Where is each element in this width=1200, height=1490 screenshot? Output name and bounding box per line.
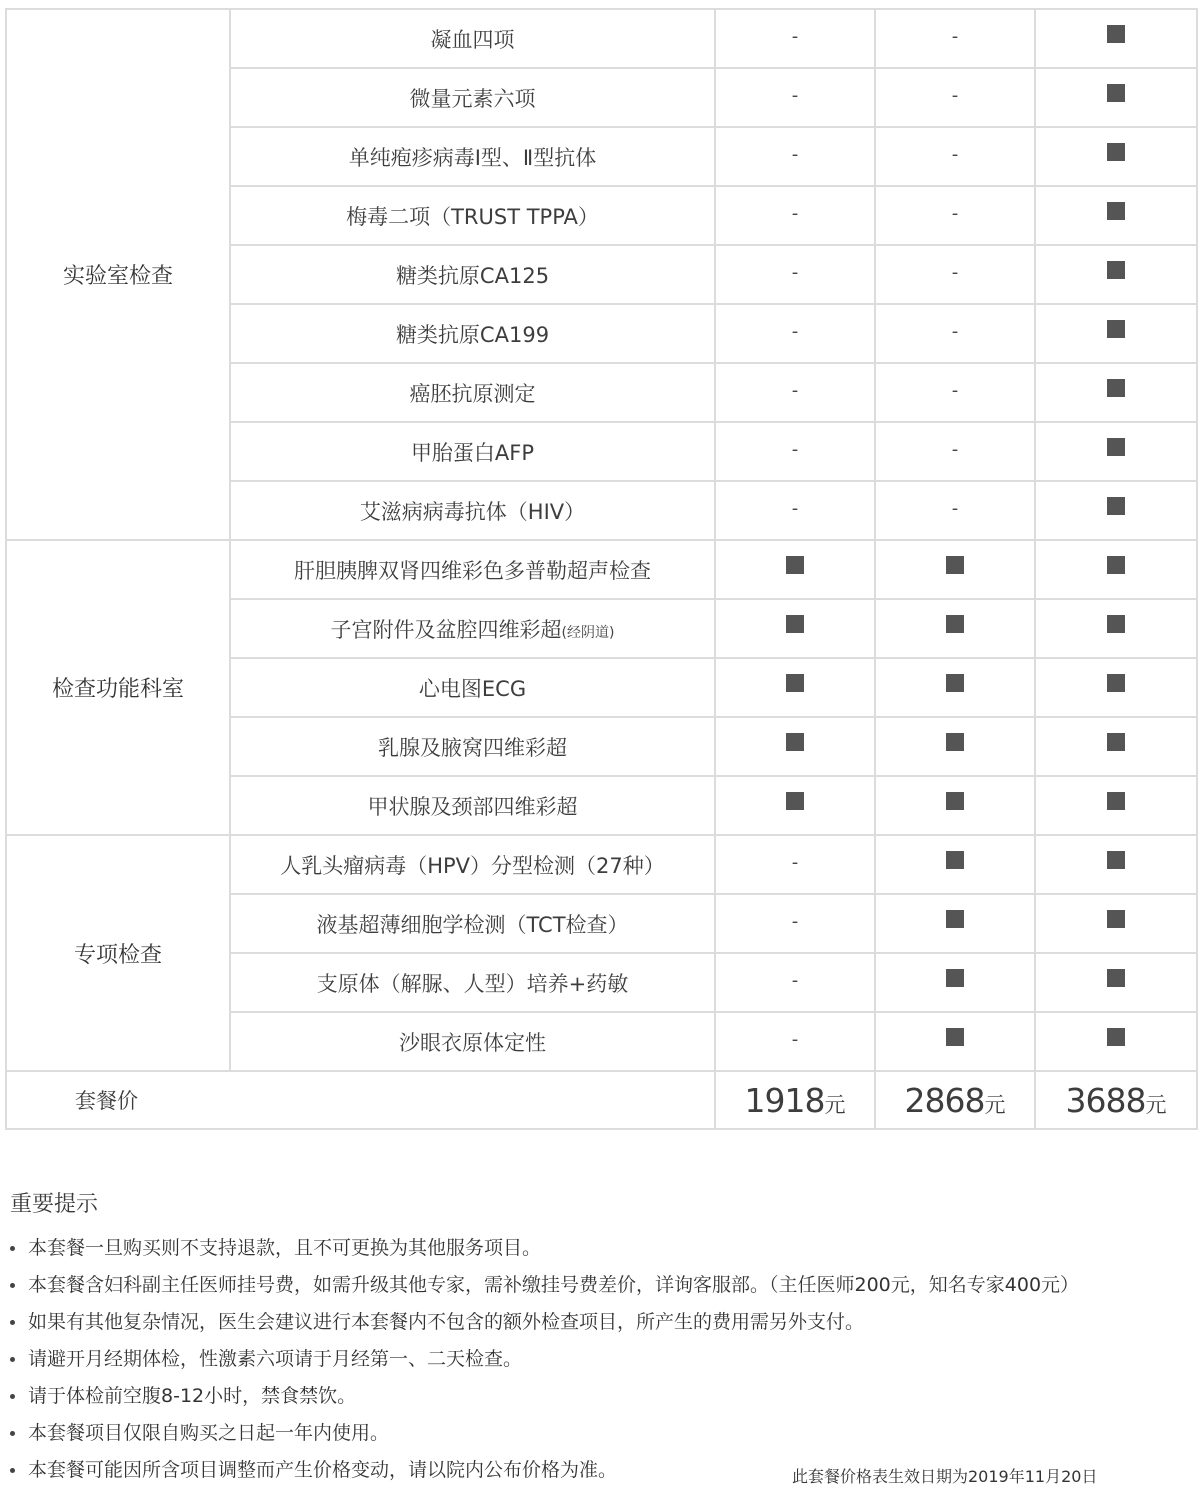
important-notes (10, 1190, 1190, 1489)
item-name: 液基超薄细胞学检测（TCT检查） (316, 912, 629, 937)
price-amount: 3688 (1065, 1080, 1146, 1120)
package-1-cell (715, 481, 875, 540)
included-square-icon (1107, 379, 1125, 397)
included-square-icon (786, 615, 804, 633)
item-name-cell (230, 422, 715, 481)
price-label-cell (6, 1071, 715, 1129)
item-name: 艾滋病病毒抗体（HIV） (359, 499, 586, 524)
not-included-dash: - (791, 438, 799, 460)
note-item: 本套餐可能因所含项目调整而产生价格变动，请以院内公布价格为准。 (10, 1452, 1190, 1489)
included-square-icon (1107, 261, 1125, 279)
package-1-cell (715, 186, 875, 245)
included-square-icon (1107, 792, 1125, 810)
table-row (6, 835, 1197, 894)
not-included-dash: - (791, 143, 799, 165)
item-name-cell (230, 658, 715, 717)
package-2-cell (875, 68, 1035, 127)
not-included-dash: - (791, 261, 799, 283)
item-name: 肝胆胰脾双肾四维彩色多普勒超声检查 (294, 558, 651, 583)
included-square-icon (1107, 615, 1125, 633)
item-name: 支原体（解脲、人型）培养+药敏 (316, 971, 629, 996)
item-name-cell (230, 68, 715, 127)
package-2-cell (875, 953, 1035, 1012)
package-2-cell (875, 717, 1035, 776)
package-1-cell (715, 68, 875, 127)
package-3-cell (1035, 363, 1197, 422)
package-1-cell (715, 363, 875, 422)
not-included-dash: - (951, 261, 959, 283)
included-square-icon (946, 1028, 964, 1046)
package-2-price (875, 1071, 1035, 1129)
not-included-dash: - (951, 438, 959, 460)
package-2-cell (875, 599, 1035, 658)
notes-title: 重要提示 (10, 1192, 99, 1217)
package-2-cell (875, 894, 1035, 953)
note-item: 本套餐项目仅限自购买之日起一年内使用。 (10, 1415, 1190, 1452)
included-square-icon (946, 792, 964, 810)
package-2-cell (875, 1012, 1035, 1071)
package-3-cell (1035, 717, 1197, 776)
included-square-icon (1107, 910, 1125, 928)
not-included-dash: - (791, 202, 799, 224)
note-item: 本套餐一旦购买则不支持退款，且不可更换为其他服务项目。 (10, 1230, 1190, 1267)
item-name: 糖类抗原CA125 (395, 263, 550, 288)
item-name-cell (230, 481, 715, 540)
package-3-cell (1035, 658, 1197, 717)
included-square-icon (1107, 438, 1125, 456)
category-cell: 专项检查 (6, 835, 230, 1071)
item-name: 梅毒二项（TRUST TPPA） (346, 204, 599, 229)
included-square-icon (1107, 497, 1125, 515)
included-square-icon (946, 615, 964, 633)
included-square-icon (1107, 851, 1125, 869)
package-3-cell (1035, 186, 1197, 245)
item-name: 乳腺及腋窝四维彩超 (378, 735, 567, 760)
package-3-cell (1035, 835, 1197, 894)
item-name: 糖类抗原CA199 (395, 322, 550, 347)
not-included-dash: - (791, 379, 799, 401)
not-included-dash: - (951, 379, 959, 401)
package-3-cell (1035, 481, 1197, 540)
item-name: 人乳头瘤病毒（HPV）分型检测（27种） (280, 853, 665, 878)
package-1-cell (715, 1012, 875, 1071)
item-name: 单纯疱疹病毒Ⅰ型、Ⅱ型抗体 (348, 145, 597, 170)
not-included-dash: - (791, 969, 799, 991)
item-name: 沙眼衣原体定性 (399, 1030, 546, 1055)
price-unit: 元 (984, 1092, 1006, 1117)
included-square-icon (946, 733, 964, 751)
price-row (6, 1071, 1197, 1129)
notes-list (10, 1230, 1190, 1489)
price-unit: 元 (1145, 1092, 1167, 1117)
package-1-cell (715, 835, 875, 894)
package-comparison-table (5, 8, 1198, 1130)
item-name: 甲胎蛋白AFP (410, 440, 535, 465)
package-2-cell (875, 540, 1035, 599)
item-name-cell (230, 540, 715, 599)
package-3-cell (1035, 422, 1197, 481)
package-3-cell (1035, 599, 1197, 658)
table-row (6, 9, 1197, 68)
item-name-cell (230, 245, 715, 304)
package-1-cell (715, 540, 875, 599)
not-included-dash: - (791, 851, 799, 873)
item-name-cell (230, 776, 715, 835)
included-square-icon (946, 969, 964, 987)
included-square-icon (786, 556, 804, 574)
package-1-cell (715, 599, 875, 658)
item-name-cell (230, 953, 715, 1012)
package-1-cell (715, 658, 875, 717)
category-cell: 检查功能科室 (6, 540, 230, 835)
included-square-icon (786, 733, 804, 751)
included-square-icon (1107, 143, 1125, 161)
package-2-cell (875, 245, 1035, 304)
price-amount: 1918 (744, 1080, 825, 1120)
package-2-cell (875, 363, 1035, 422)
package-2-cell (875, 304, 1035, 363)
package-table-body (6, 9, 1197, 1129)
package-3-cell (1035, 127, 1197, 186)
table-row (6, 540, 1197, 599)
package-3-cell (1035, 894, 1197, 953)
item-name: 子宫附件及盆腔四维彩超 (330, 617, 562, 642)
included-square-icon (1107, 1028, 1125, 1046)
item-name-note: (经阴道) (561, 624, 615, 641)
included-square-icon (1107, 733, 1125, 751)
not-included-dash: - (951, 320, 959, 342)
package-1-price (715, 1071, 875, 1129)
package-1-cell (715, 245, 875, 304)
not-included-dash: - (791, 320, 799, 342)
package-1-cell (715, 776, 875, 835)
not-included-dash: - (951, 25, 959, 47)
package-3-cell (1035, 540, 1197, 599)
price-unit: 元 (824, 1092, 846, 1117)
price-label: 套餐价 (75, 1089, 138, 1113)
package-2-cell (875, 186, 1035, 245)
package-2-cell (875, 127, 1035, 186)
item-name-cell (230, 894, 715, 953)
not-included-dash: - (791, 497, 799, 519)
included-square-icon (1107, 969, 1125, 987)
item-name-cell (230, 186, 715, 245)
included-square-icon (1107, 202, 1125, 220)
not-included-dash: - (951, 497, 959, 519)
not-included-dash: - (951, 143, 959, 165)
item-name: 甲状腺及颈部四维彩超 (367, 794, 578, 819)
package-1-cell (715, 894, 875, 953)
item-name: 凝血四项 (430, 27, 515, 52)
package-2-cell (875, 776, 1035, 835)
package-2-cell (875, 422, 1035, 481)
not-included-dash: - (791, 25, 799, 47)
note-item: 请于体检前空腹8-12小时，禁食禁饮。 (10, 1378, 1190, 1415)
package-3-cell (1035, 245, 1197, 304)
package-3-cell (1035, 1012, 1197, 1071)
package-1-cell (715, 422, 875, 481)
item-name: 微量元素六项 (409, 86, 536, 111)
note-item: 如果有其他复杂情况，医生会建议进行本套餐内不包含的额外检查项目，所产生的费用需另外支付。 (10, 1304, 1190, 1341)
package-3-cell (1035, 953, 1197, 1012)
price-amount: 2868 (904, 1080, 985, 1120)
package-3-cell (1035, 9, 1197, 68)
item-name: 癌胚抗原测定 (409, 381, 536, 406)
item-name: 心电图ECG (418, 676, 527, 701)
included-square-icon (1107, 320, 1125, 338)
included-square-icon (1107, 674, 1125, 692)
package-1-cell (715, 127, 875, 186)
not-included-dash: - (791, 910, 799, 932)
included-square-icon (1107, 84, 1125, 102)
not-included-dash: - (951, 202, 959, 224)
item-name-cell (230, 1012, 715, 1071)
item-name-cell (230, 835, 715, 894)
item-name-cell (230, 304, 715, 363)
package-3-price (1035, 1071, 1197, 1129)
category-cell: 实验室检查 (6, 9, 230, 540)
note-item: 本套餐含妇科副主任医师挂号费，如需升级其他专家，需补缴挂号费差价，详询客服部。（主任医师200元，知名专家400元） (10, 1267, 1190, 1304)
included-square-icon (946, 556, 964, 574)
not-included-dash: - (791, 1028, 799, 1050)
package-3-cell (1035, 776, 1197, 835)
package-1-cell (715, 717, 875, 776)
item-name-cell (230, 9, 715, 68)
not-included-dash: - (791, 84, 799, 106)
included-square-icon (946, 851, 964, 869)
item-name-cell (230, 717, 715, 776)
package-2-cell (875, 835, 1035, 894)
item-name-cell (230, 363, 715, 422)
package-1-cell (715, 953, 875, 1012)
package-3-cell (1035, 68, 1197, 127)
package-3-cell (1035, 304, 1197, 363)
item-name-cell (230, 127, 715, 186)
effective-date: 此套餐价格表生效日期为2019年11月20日 (792, 1467, 1098, 1486)
package-2-cell (875, 9, 1035, 68)
package-1-cell (715, 304, 875, 363)
item-name-cell (230, 599, 715, 658)
note-item: 请避开月经期体检，性激素六项请于月经第一、二天检查。 (10, 1341, 1190, 1378)
package-2-cell (875, 658, 1035, 717)
included-square-icon (946, 674, 964, 692)
included-square-icon (946, 910, 964, 928)
included-square-icon (1107, 25, 1125, 43)
not-included-dash: - (951, 84, 959, 106)
included-square-icon (786, 792, 804, 810)
package-1-cell (715, 9, 875, 68)
included-square-icon (1107, 556, 1125, 574)
package-2-cell (875, 481, 1035, 540)
included-square-icon (786, 674, 804, 692)
